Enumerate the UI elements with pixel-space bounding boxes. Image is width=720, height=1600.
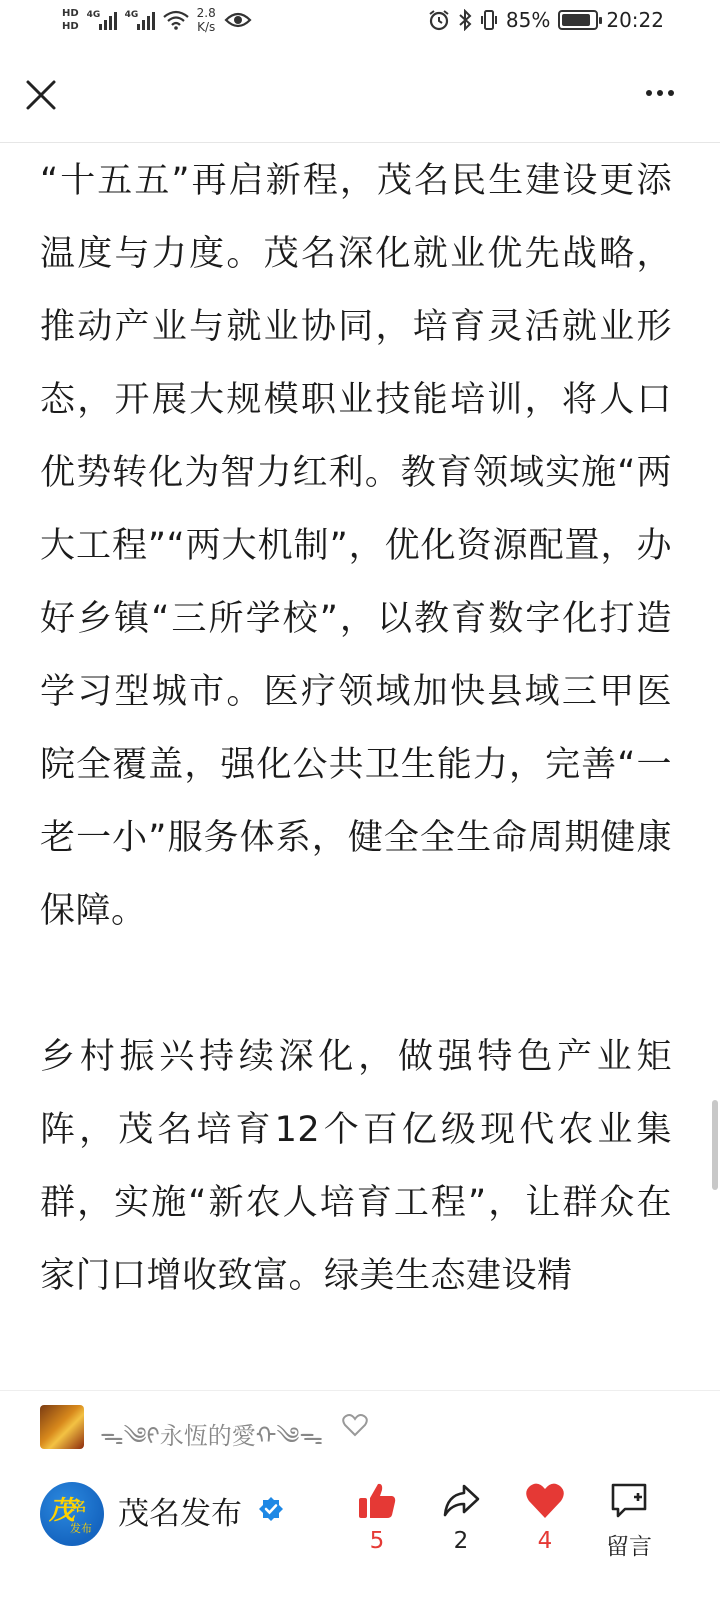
account-logo[interactable] [40, 1482, 104, 1546]
bluetooth-icon [458, 9, 472, 31]
signal-icon-2 [125, 10, 155, 30]
heart-icon [524, 1480, 566, 1522]
eye-icon [224, 10, 252, 30]
like-button[interactable] [342, 1480, 412, 1554]
logo-char-1: 茂 [49, 1496, 76, 1526]
speed-value: 2.8 [196, 6, 216, 20]
status-bar [0, 0, 720, 50]
logo-char-3: 发布 [70, 1522, 92, 1535]
favorite-button[interactable] [510, 1480, 580, 1554]
speed-unit: K/s [197, 20, 216, 34]
commenter-avatar[interactable] [40, 1405, 84, 1449]
share-icon [440, 1480, 482, 1522]
article-body [40, 145, 672, 1313]
like-count: 5 [369, 1528, 385, 1554]
network-speed [197, 6, 216, 34]
article-paragraph-1: “十五五”再启新程，茂名民生建设更添温度与力度。茂名深化就业优先战略，推动产业与就业协同，培育灵活就业形态，开展大规模职业技能培训，将人口优势转化为智力红利。教育领域实施“两大工程”“两大机制”，优化资源配置，办好乡镇“三所学校”，以教育数字化打造学习型城市。医疗领域加快县域三甲医院全覆盖，强化公共卫生能力，完善“一老一小”服务体系，健全全生命周期健康保障。 [40, 161, 672, 931]
verified-icon [258, 1496, 284, 1522]
comment-icon [608, 1480, 650, 1522]
network-type-2: 4G [124, 10, 139, 20]
wifi-icon [163, 10, 189, 30]
battery-fill [562, 14, 589, 26]
battery-percent: 85% [505, 8, 551, 32]
alarm-icon [428, 9, 450, 31]
hd-label-2: HD [62, 21, 79, 32]
hd-label-1: HD [62, 8, 79, 19]
battery-icon [558, 10, 598, 30]
comment-label: 留言 [606, 1534, 652, 1560]
logo-char-2: 名 [73, 1500, 87, 1515]
clock: 20:22 [606, 8, 664, 32]
article-paragraph-2: 乡村振兴持续深化，做强特色产业矩阵，茂名培育12个百亿级现代农业集群，实施“新农人培育工程”，让群众在家门口增收致富。绿美生态建设精 [40, 1037, 672, 1296]
account-name[interactable]: 茂名发布 [118, 1496, 242, 1532]
favorite-count: 4 [537, 1528, 553, 1554]
heart-outline-icon[interactable] [342, 1413, 368, 1437]
comment-preview-bar [0, 1390, 720, 1461]
hd-indicator [62, 7, 79, 33]
scrollbar[interactable] [712, 1100, 718, 1190]
share-button[interactable] [426, 1480, 496, 1554]
signal-icon [87, 10, 117, 30]
bottom-action-bar [0, 1460, 720, 1600]
share-count: 2 [453, 1528, 469, 1554]
more-icon[interactable] [646, 90, 674, 96]
top-navigation [0, 50, 720, 143]
commenter-name[interactable]: ᯓ༄ᠻ永恆的愛ᡣ༄ᯓ [100, 1422, 324, 1450]
status-right [428, 8, 664, 32]
vibrate-icon [480, 9, 498, 31]
network-type-1: 4G [86, 10, 101, 20]
comment-button[interactable] [594, 1480, 664, 1561]
status-left [62, 6, 252, 34]
close-icon[interactable] [24, 78, 58, 112]
thumbs-up-icon [356, 1480, 398, 1522]
